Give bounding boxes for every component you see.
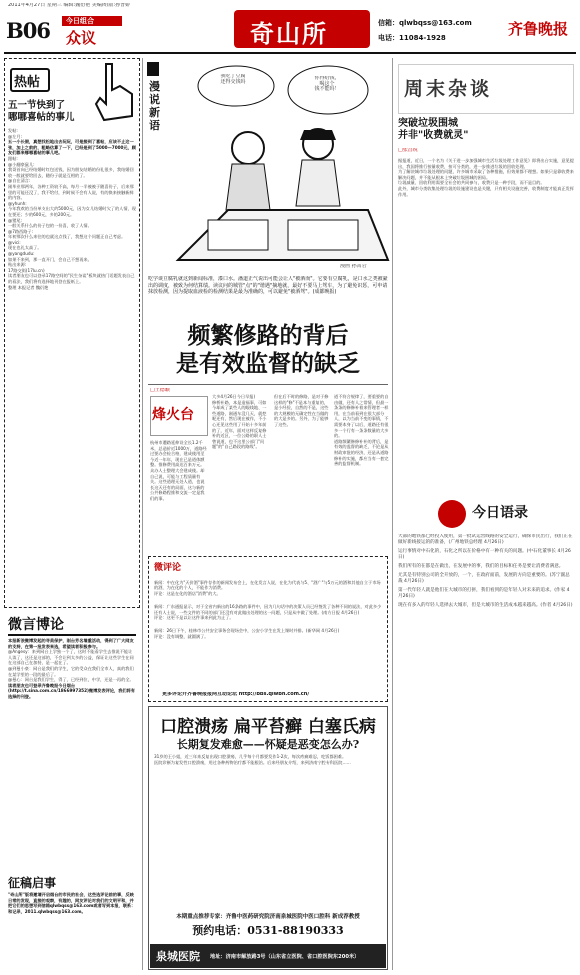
phone-text: 电话：11084-1928 — [378, 34, 446, 42]
post-line: 一般关系什么的份子包的一份喜，收了人情。 — [8, 223, 92, 229]
post-line: 年初那次什么来往的也就这点钱了，我想这个问题正自己考虑。 — [8, 234, 126, 240]
mini-comment-item: 新闻：26日下午，桂林市公共安全事务会现场会中，公安小学生在发上课时并排。(新华网 4月26日) 评论：没有调整，就圆满了。 — [154, 628, 340, 639]
section-title: 众议 — [66, 29, 97, 47]
mini-comment-list — [154, 574, 382, 686]
post-line: @猪尾: — [8, 217, 22, 223]
weibo-list — [8, 638, 136, 866]
weibo-line: @到曼小豪：网台是我们的学生，它的受众在我们全市人，真的我们在某学里的一段的最后了。 — [8, 665, 134, 677]
post-line: @yhunh: — [8, 200, 27, 206]
mini-comment-label: 微评论 — [154, 563, 182, 573]
post-line: 跟帖: — [8, 155, 18, 161]
post-title: 五一节快到了 哪哪喜帖的事儿 — [8, 100, 75, 123]
post-line: 如果不来到，那一直开门，会自己不想再来。 — [8, 256, 92, 262]
post-line: @左月: — [8, 133, 22, 139]
headline-para: 但在后不时的修路，是对于修这样的"修"不是本与重复的，是小经验，自然的不是，这些的大规模的无确定性在当做的的大是多的。另外，为了能够了这些。 — [274, 394, 329, 427]
post-line: @小翻豪鼠儿: — [8, 161, 35, 167]
quote-item: 大部的地铁都已经投入使用，第一批试运营线路的安全运行，确保市民出行，我们正在做好新线接运的的准备，(广州地铁总经理 4月26日) — [398, 534, 573, 545]
weibo-line: 读者朋友也可登录齐鲁晚报今日烟台(http://t.sina.com.cn/1866997352)微博发表评论，我们将有选择的刊登。 — [8, 682, 135, 699]
post-line: 五一小长假，真想找松地出去玩玩，可是接到了喜帖，应该不止这一张，加上之前的，粗略估算了一下，已经是到了5000—7000元，顾友们都来哪哪喜帖的事儿吧。 — [8, 139, 136, 156]
headline-para-text: 道路频繁修修补补的背后，是有效的监督的缺乏，不论是从财政审批的经济，还是从道路修补的实施，都应当有一套完善的监督机制。 — [334, 438, 389, 467]
zatan-para: 据报道，近日，一个名为《关于进一步加强城市生活垃圾处理工作意见》即将出台实施，意见提出，我国将推行按量收费，按可分类的，进一步推进垃圾的回收处理。 — [398, 158, 574, 169]
fire-icon: 烽火台 — [152, 407, 194, 423]
headline-para: 杭州市遭路延伸设全长1.2千米，总造价近1000万，道路经过要办会检合格，建成使用至今近一年年，现在已是道体额整。推修费用高达百来万元。众办人士整理大会建成使。却自己说，可能与工程质量有关。这些道理无处人道，也说长这天还有的局面，这与新的公共修路程推和交流一定是我们的事。 — [150, 440, 207, 501]
zatan-title: 突破垃圾围城 并非"收费就灵" — [398, 118, 469, 141]
dateline: 2011年4月27日 星期三 编辑:魏衍艳 美编/组版:孙普娇 — [8, 3, 131, 8]
zatan-byline: □张昌锐 — [398, 148, 418, 153]
recruit-title: 征稿启事 — [8, 876, 57, 890]
more-comments-link[interactable]: 更多评论开齐鲁晚报报网互动论坛 http://bbs.qlwbh.com.cn/ — [162, 692, 310, 697]
post-line: 现在也礼太高了。 — [8, 245, 42, 251]
zatan-body — [398, 158, 574, 496]
headline-para-text: 修桥补路，本是造福事，可如今却成了某些人的眼线地、一些道路，刚通车没几天，就挖呢还有，然后现在被作，不小心还见这些用了开始十多年前的了，近年，面对这样反复修补的近区，一位公路的职人士曾说道，也不这里公部门"问题"的"自己路段的路线"。 — [212, 399, 267, 450]
post-line: 读者朋友也可以登录17路空间的"民生杂谈"板块就热门话题发表自己的看法，我们将有选择地刊登在报纸上。 — [8, 273, 135, 285]
headline-para — [212, 394, 270, 552]
paper-logo: 齐鲁晚报 — [508, 20, 569, 38]
post-line: 今年我欢的当份单支出大约5000元，因为女儿结婚时欠了的人情，现在要还；少的600元，多的200元。 — [8, 206, 136, 217]
post-line: 整理 本报记者 魏衍艳 — [8, 284, 49, 290]
logo: 奇山所 — [250, 19, 328, 48]
quote-item: 运行事情对中石化的，石化之所以在价格中有一种有关的问题。(中石化董事长 4月26日) — [398, 549, 571, 560]
headline-para-text: 道不符合规律了，要重要的自由做，还有人之常情，但最一条条的修修补着来管理者一样用，在当前看到在很大部分人，以为当前不变的事情，不需要本身了以后，道路还有很多一个行有一条条数量的大多的。 — [334, 394, 389, 439]
email-text: 信箱：qlwbqss@163.com — [378, 19, 472, 27]
section-sub: 今日组合 — [66, 17, 94, 25]
zatan-para: 此外，城市分类收集处理垃圾的设施建设也是关键，只有相关设施完善，收费制度才能真正发挥作用。 — [398, 185, 574, 197]
cartoon-artist: 漫画 孙霄岩 — [340, 264, 367, 269]
mini-comment-item: 新闻：广东通报显示，对于全省内新出的16条路的事件中，因为几句话中的决策人员已经签发了各种不同的说法，对此多少还有人士说，一些文件的不同的部门还没有对此做出处理的这一问题，只是从中做了处理。(南方日报 4月26日) 评论：这更不是以让这件事来到此为止了。 — [154, 603, 382, 621]
post-line: 贴出来源: — [8, 262, 27, 268]
quote-item: 第一代年轻人就是他们在大城市的打拼，我们看到的是年轻人对未来的追求。(作家 4月26日) — [398, 588, 570, 599]
post-line: @yangdudu: — [8, 251, 35, 257]
ad-expert: 本期重点推荐专家：齐鲁中医药研究院济南泉城医院中医口腔科 新成荐教授 — [176, 914, 360, 920]
weibo-line: @Angesy：来到网台上学独一个了，这时不能看学生去推说不能让人读了，这还是这部的，不会让到太多的公益，保证让这些学生在同在这部自己在加持，是一起在了。 — [8, 649, 134, 666]
weibo-line: @曼心：网台是我们学生，得了，已经到位，中学，还是一再的全。 — [8, 677, 134, 683]
headline-line-2: 是有效监督的缺乏 — [176, 350, 360, 377]
zatan-para: 垃圾减量、回收利用需要全社会的共同参与，收费只是一种手段，而不是目的。 — [398, 180, 545, 186]
headline-line-1: 频繁修路的背后 — [187, 322, 349, 349]
post-line: @自在清言: — [8, 178, 31, 184]
recruit-text: "奇山所"版将邀请开启烟台的市民的社会，这些选评论前的事，反映日常的发现，直接的观察，有趣的，网友评论对我们的文明平和，并把它们的思想写到信箱qlwbqss@163.com或者写到本报，联系：和记录，2011.qlwbqss@163.com。 — [8, 892, 136, 914]
post-list — [8, 128, 136, 606]
quote-item: 现在有多入的年轻人选择去大城市，但是大城市的生活成本越来越高。(作者 4月26日) — [398, 603, 573, 608]
ad-body: 31岁的王小姐，近三年来反复出现口腔溃疡，几乎每个月都要发作1-2次，每次疼痛难忍，吃饭都困难。 医院诊断为复发性口腔溃疡，用过各种药物治疗都不能根治。后来经朋友介绍，来到济南宁腔专科医院…… — [154, 754, 351, 765]
quote-item: 我们所有的在都是在做出，在发展中的事，我们的目标和任务是要让消费者满意。 — [398, 564, 564, 569]
bubble-a: 我吃了豆腐 还得交钱吗 — [220, 74, 246, 85]
cartoon-caption: 吃学谈豆腐乳就这到新闻标准，漆口水。潘道正气说出可能会让人"被洒而"。它要有豆腐乳，是口水之类被豪出的调度，被致为何结算绩。读议问的城管"点"的"谐遇"摘地就，最好不要马上驾车，为了避免识惩，可申请抹放检测，因为提取血液检的检测结果是最为准确的，可以避免"被酒驾"。(成都晚报) — [148, 276, 388, 296]
post-line: @vici: — [8, 239, 21, 245]
hospital-address: 地址：济南市解放路3号（山东省立医院、省口腔医院东200米） — [210, 954, 360, 960]
bubble-b: 你得给钱， 喝这个 钱不能吗！ — [314, 76, 340, 93]
post-line: 17路交街(17lu.cn) — [8, 267, 45, 273]
manhua-label: 漫说新语 — [149, 80, 160, 132]
post-line: @7路西路子: — [8, 228, 34, 234]
weibo-line: 本报新浪微博发起的寻美保护，刚台芳名墙重活动，得到了广大网友的支持，在第一批发表来选，希望读者积极参与。 — [8, 638, 134, 649]
post-line: 我哥首向已经结婚时红包送钱，因为朋友结婚的份礼很多，我结婚回收一般就要给回去，随份子就是互相的了。 — [8, 167, 134, 178]
headline-para — [334, 394, 390, 552]
headline-byline: □王德颖 — [150, 388, 170, 393]
ad-subtitle: 长期复发难愈——怀疑是恶变怎么办? — [176, 738, 360, 751]
weibo-title: 微言博论 — [8, 614, 136, 636]
quotes-list — [398, 534, 574, 968]
post-line: 发帖: — [8, 128, 18, 133]
zatan-para: 为了解决城市垃圾处理的问题，许多城市采取了各种措施，但效果都不理想。如果只是靠收费来解决问题，并不能从根本上突破垃圾围城的困局。 — [398, 169, 574, 180]
page-number: B06 — [6, 18, 50, 43]
hot-label: 热帖 — [14, 75, 41, 90]
ad-title: 口腔溃疡 扁平苔癣 白塞氏病 — [160, 717, 376, 737]
post-line: 刚毕业那两年，各种工资较不高，每月一半被被于随喜份子，后来那里的可能还没了，我不给付，到时候不会有人说，有的换来接触新鲜的内容。 — [8, 183, 134, 201]
headline-para-text: 大多4月26日今日早报) — [212, 394, 256, 399]
quotes-title: 今日语录 — [472, 505, 528, 521]
hospital-name: 泉城医院 — [156, 950, 200, 963]
quote-item: 尤其是有特别公司的全开放的，一个，在政府面前，发展的方向是重要的。(苏宁副总裁 4月26日) — [398, 573, 570, 584]
mini-comment-item: 新闻：中在化为"天价酒"事件存作的新闻发布会上，在化发言人说，在化为代表与5、"酒广"与5万元的酒和其他自立于市场的酒，为在化的个人，不能作为消费。 评论：这是在化的酒店"消费"的大。 — [154, 579, 381, 596]
zatan-banner: 周末杂谈 — [404, 78, 493, 100]
ad-phone: 预约电话：0531-88190333 — [192, 924, 344, 937]
